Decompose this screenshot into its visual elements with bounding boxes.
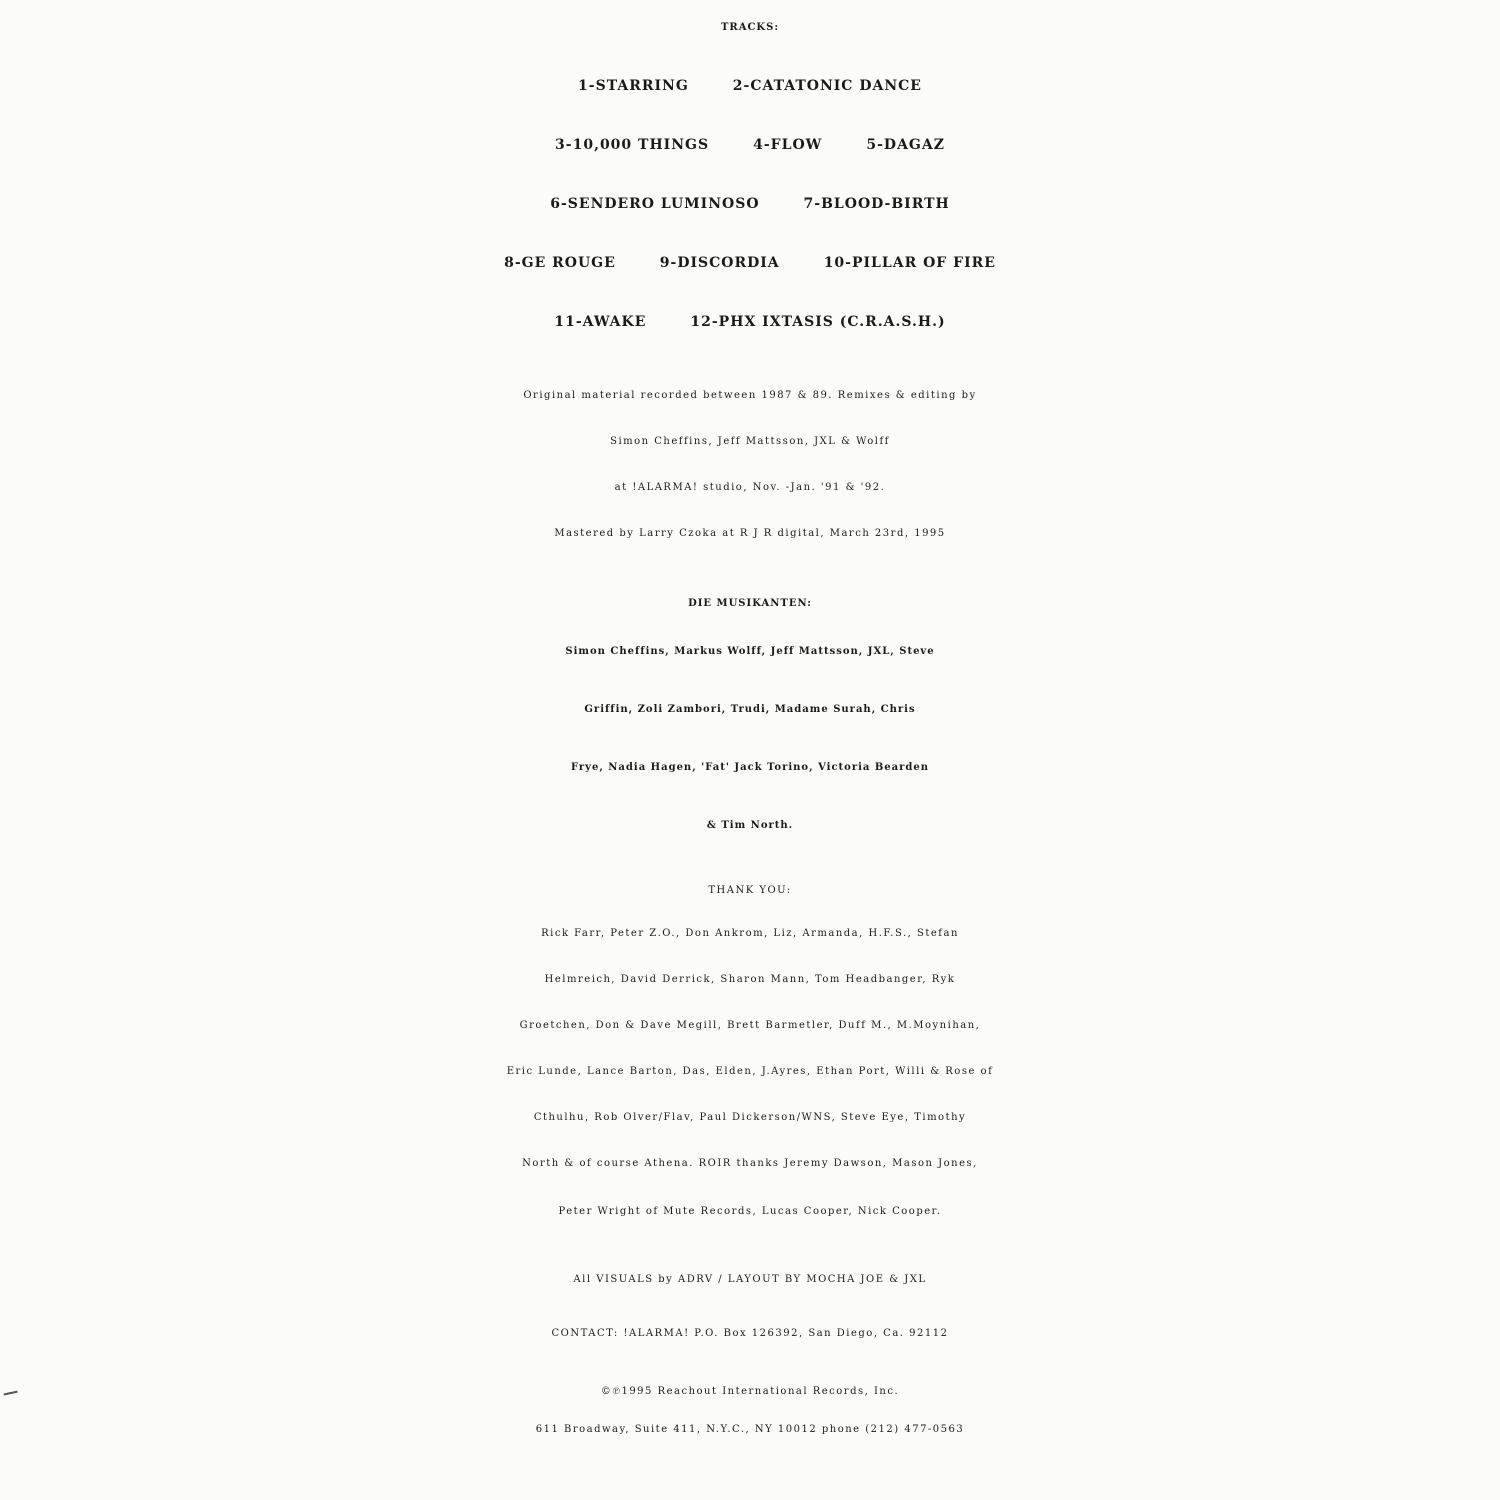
recording-notes-line: at !ALARMA! studio, Nov. -Jan. '91 & '92. (614, 482, 886, 493)
thanks-heading: THANK YOU: (708, 885, 792, 896)
thanks-line: North & of course Athena. ROIR thanks Jeremy Dawson, Mason Jones, (522, 1158, 978, 1169)
musicians-heading: DIE MUSIKANTEN: (688, 598, 812, 609)
track-row (0, 196, 1500, 212)
recording-notes-line: Original material recorded between 1987 & 89. Remixes & editing by (523, 390, 977, 401)
track-row (0, 255, 1500, 271)
thanks-line: Peter Wright of Mute Records, Lucas Cooper, Nick Cooper. (558, 1206, 942, 1217)
track-title: 1-STARRING (578, 78, 689, 94)
visuals-credit: All VISUALS by ADRV / LAYOUT BY MOCHA JOE & JXL (573, 1274, 927, 1285)
track-row (0, 137, 1500, 153)
thanks-line: Eric Lunde, Lance Barton, Das, Elden, J.Ayres, Ethan Port, Willi & Rose of (506, 1066, 994, 1077)
musicians-line: Simon Cheffins, Markus Wolff, Jeff Mattsson, JXL, Steve (565, 646, 935, 657)
track-title: 11-AWAKE (554, 314, 647, 330)
musicians-line: & Tim North. (706, 820, 794, 831)
track-title: 4-FLOW (753, 137, 823, 153)
track-title: 5-DAGAZ (866, 137, 945, 153)
thanks-line: Helmreich, David Derrick, Sharon Mann, Tom Headbanger, Ryk (544, 974, 956, 985)
copyright-line: ©℗1995 Reachout International Records, Inc. (600, 1386, 900, 1397)
thanks-line: Groetchen, Don & Dave Megill, Brett Barmetler, Duff M., M.Moynihan, (519, 1020, 981, 1031)
track-row (0, 78, 1500, 94)
musicians-line: Frye, Nadia Hagen, 'Fat' Jack Torino, Victoria Bearden (570, 762, 930, 773)
tracks-heading: TRACKS: (720, 22, 780, 33)
track-title: 12-PHX IXTASIS (C.R.A.S.H.) (690, 314, 946, 330)
recording-notes-line: Simon Cheffins, Jeff Mattsson, JXL & Wolff (610, 436, 890, 447)
track-title: 8-GE ROUGE (504, 255, 616, 271)
track-title: 10-PILLAR OF FIRE (823, 255, 996, 271)
track-title: 7-BLOOD-BIRTH (803, 196, 950, 212)
track-title: 3-10,000 THINGS (555, 137, 710, 153)
recording-notes-line: Mastered by Larry Czoka at R J R digital, March 23rd, 1995 (554, 528, 946, 539)
track-title: 2-CATATONIC DANCE (732, 78, 922, 94)
track-row (0, 314, 1500, 330)
thanks-line: Rick Farr, Peter Z.O., Don Ankrom, Liz, Armanda, H.F.S., Stefan (541, 928, 959, 939)
musicians-line: Griffin, Zoli Zambori, Trudi, Madame Surah, Chris (584, 704, 916, 715)
thanks-line: Cthulhu, Rob Olver/Flav, Paul Dickerson/WNS, Steve Eye, Timothy (533, 1112, 967, 1123)
track-title: 9-DISCORDIA (659, 255, 780, 271)
contact-address: CONTACT: !ALARMA! P.O. Box 126392, San Diego, Ca. 92112 (551, 1328, 949, 1339)
label-address: 611 Broadway, Suite 411, N.Y.C., NY 10012 phone (212) 477-0563 (535, 1424, 965, 1435)
scan-edge-mark (4, 1391, 19, 1400)
track-title: 6-SENDERO LUMINOSO (550, 196, 760, 212)
